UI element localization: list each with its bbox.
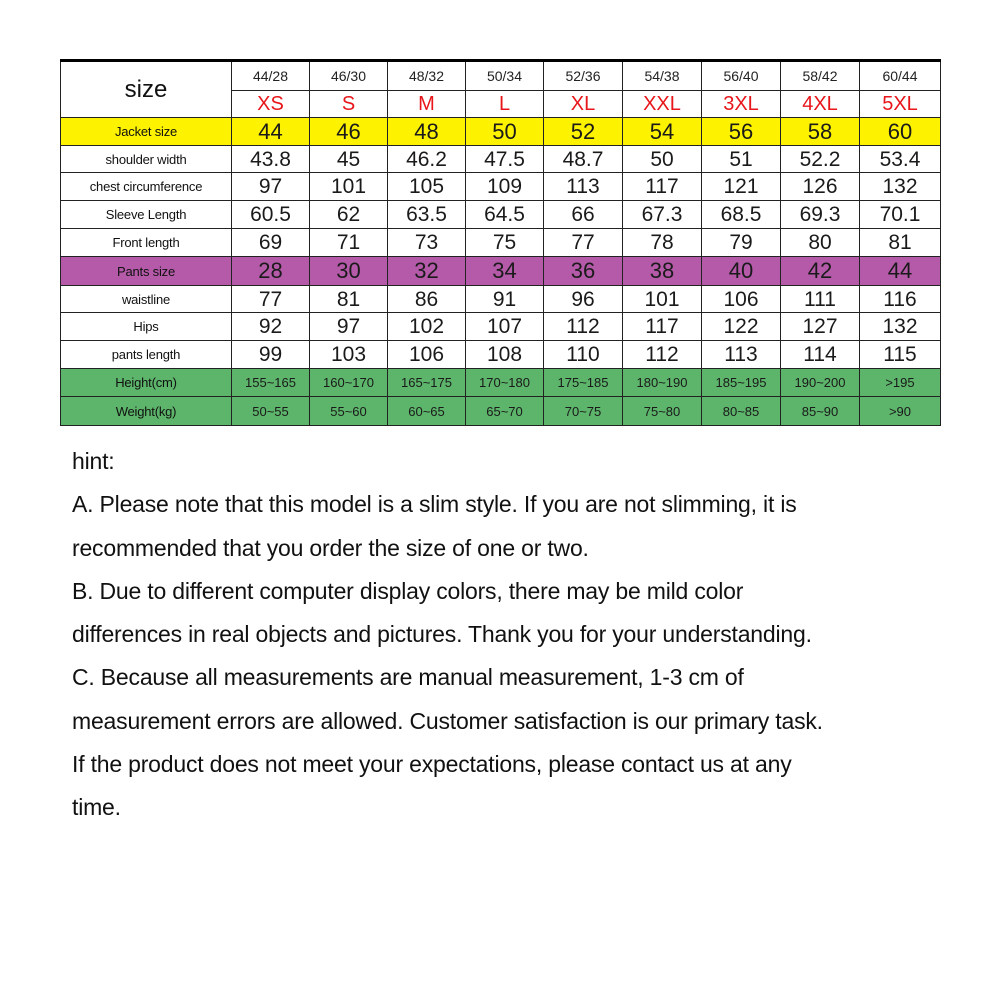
value-cell: >90 bbox=[860, 397, 941, 426]
size-code-cell: 58/42 bbox=[781, 61, 860, 91]
value-cell: 70~75 bbox=[544, 397, 623, 426]
value-cell: 112 bbox=[544, 313, 623, 341]
size-code-row bbox=[61, 61, 941, 91]
value-cell: 185~195 bbox=[702, 369, 781, 397]
measurement-row bbox=[61, 341, 941, 369]
value-cell: 34 bbox=[466, 257, 544, 286]
row-label: chest circumference bbox=[61, 173, 232, 201]
value-cell: 36 bbox=[544, 257, 623, 286]
size-code-cell: 50/34 bbox=[466, 61, 544, 91]
value-cell: 114 bbox=[781, 341, 860, 369]
value-cell: 50~55 bbox=[232, 397, 310, 426]
row-label: waistline bbox=[61, 286, 232, 313]
value-cell: 56 bbox=[702, 118, 781, 146]
value-cell: 127 bbox=[781, 313, 860, 341]
value-cell: 113 bbox=[544, 173, 623, 201]
size-code-cell: 48/32 bbox=[388, 61, 466, 91]
measurement-row bbox=[61, 286, 941, 313]
value-cell: 92 bbox=[232, 313, 310, 341]
value-cell: 111 bbox=[781, 286, 860, 313]
value-cell: 58 bbox=[781, 118, 860, 146]
value-cell: 117 bbox=[623, 173, 702, 201]
row-label: Front length bbox=[61, 229, 232, 257]
value-cell: 113 bbox=[702, 341, 781, 369]
value-cell: 75 bbox=[466, 229, 544, 257]
value-cell: 132 bbox=[860, 313, 941, 341]
value-cell: 80~85 bbox=[702, 397, 781, 426]
size-chart-table bbox=[60, 59, 941, 426]
value-cell: 116 bbox=[860, 286, 941, 313]
value-cell: 97 bbox=[310, 313, 388, 341]
letter-size-cell: S bbox=[310, 91, 388, 118]
value-cell: 107 bbox=[466, 313, 544, 341]
value-cell: 106 bbox=[702, 286, 781, 313]
value-cell: 47.5 bbox=[466, 146, 544, 173]
letter-size-cell: L bbox=[466, 91, 544, 118]
row-label: pants length bbox=[61, 341, 232, 369]
value-cell: 48 bbox=[388, 118, 466, 146]
value-cell: 52.2 bbox=[781, 146, 860, 173]
value-cell: 79 bbox=[702, 229, 781, 257]
value-cell: 30 bbox=[310, 257, 388, 286]
value-cell: 117 bbox=[623, 313, 702, 341]
value-cell: 101 bbox=[310, 173, 388, 201]
value-cell: 71 bbox=[310, 229, 388, 257]
value-cell: 180~190 bbox=[623, 369, 702, 397]
value-cell: 99 bbox=[232, 341, 310, 369]
value-cell: 32 bbox=[388, 257, 466, 286]
measurement-row bbox=[61, 257, 941, 286]
size-code-cell: 46/30 bbox=[310, 61, 388, 91]
measurement-row bbox=[61, 201, 941, 229]
value-cell: 69.3 bbox=[781, 201, 860, 229]
measurement-row bbox=[61, 397, 941, 426]
value-cell: 50 bbox=[623, 146, 702, 173]
value-cell: 43.8 bbox=[232, 146, 310, 173]
value-cell: 86 bbox=[388, 286, 466, 313]
value-cell: 46 bbox=[310, 118, 388, 146]
value-cell: 121 bbox=[702, 173, 781, 201]
value-cell: 62 bbox=[310, 201, 388, 229]
hint-section bbox=[72, 440, 952, 830]
value-cell: 102 bbox=[388, 313, 466, 341]
row-label: Pants size bbox=[61, 257, 232, 286]
value-cell: 50 bbox=[466, 118, 544, 146]
measurement-row bbox=[61, 146, 941, 173]
value-cell: 108 bbox=[466, 341, 544, 369]
hint-title: hint: bbox=[72, 448, 115, 474]
value-cell: 73 bbox=[388, 229, 466, 257]
value-cell: 45 bbox=[310, 146, 388, 173]
value-cell: 38 bbox=[623, 257, 702, 286]
value-cell: 70.1 bbox=[860, 201, 941, 229]
value-cell: 40 bbox=[702, 257, 781, 286]
value-cell: 91 bbox=[466, 286, 544, 313]
value-cell: 75~80 bbox=[623, 397, 702, 426]
measurement-row bbox=[61, 229, 941, 257]
measurement-row bbox=[61, 313, 941, 341]
value-cell: 97 bbox=[232, 173, 310, 201]
value-cell: 190~200 bbox=[781, 369, 860, 397]
value-cell: 67.3 bbox=[623, 201, 702, 229]
value-cell: 63.5 bbox=[388, 201, 466, 229]
value-cell: 53.4 bbox=[860, 146, 941, 173]
value-cell: 60.5 bbox=[232, 201, 310, 229]
value-cell: 28 bbox=[232, 257, 310, 286]
row-label: Weight(kg) bbox=[61, 397, 232, 426]
value-cell: 160~170 bbox=[310, 369, 388, 397]
value-cell: 66 bbox=[544, 201, 623, 229]
hint-line: A. Please note that this model is a slim style. If you are not slimming, it is bbox=[72, 491, 797, 518]
value-cell: 55~60 bbox=[310, 397, 388, 426]
row-label: Jacket size bbox=[61, 118, 232, 146]
value-cell: 64.5 bbox=[466, 201, 544, 229]
hint-line: If the product does not meet your expectations, please contact us at any bbox=[72, 751, 792, 778]
letter-size-cell: 4XL bbox=[781, 91, 860, 118]
row-label: shoulder width bbox=[61, 146, 232, 173]
value-cell: 81 bbox=[310, 286, 388, 313]
size-code-cell: 44/28 bbox=[232, 61, 310, 91]
value-cell: 126 bbox=[781, 173, 860, 201]
value-cell: 69 bbox=[232, 229, 310, 257]
value-cell: 44 bbox=[232, 118, 310, 146]
measurement-row bbox=[61, 173, 941, 201]
value-cell: 101 bbox=[623, 286, 702, 313]
letter-size-cell: 3XL bbox=[702, 91, 781, 118]
value-cell: 51 bbox=[702, 146, 781, 173]
value-cell: 44 bbox=[860, 257, 941, 286]
value-cell: 68.5 bbox=[702, 201, 781, 229]
letter-size-cell: M bbox=[388, 91, 466, 118]
hint-line: C. Because all measurements are manual measurement, 1-3 cm of bbox=[72, 664, 744, 691]
size-code-cell: 56/40 bbox=[702, 61, 781, 91]
letter-size-cell: XXL bbox=[623, 91, 702, 118]
value-cell: 110 bbox=[544, 341, 623, 369]
value-cell: 77 bbox=[232, 286, 310, 313]
value-cell: 115 bbox=[860, 341, 941, 369]
measurement-row bbox=[61, 369, 941, 397]
size-code-cell: 60/44 bbox=[860, 61, 941, 91]
value-cell: 54 bbox=[623, 118, 702, 146]
size-header-label: size bbox=[61, 61, 232, 118]
value-cell: 60 bbox=[860, 118, 941, 146]
value-cell: 48.7 bbox=[544, 146, 623, 173]
value-cell: 77 bbox=[544, 229, 623, 257]
value-cell: 165~175 bbox=[388, 369, 466, 397]
value-cell: 175~185 bbox=[544, 369, 623, 397]
size-code-cell: 52/36 bbox=[544, 61, 623, 91]
value-cell: 105 bbox=[388, 173, 466, 201]
value-cell: 65~70 bbox=[466, 397, 544, 426]
value-cell: 155~165 bbox=[232, 369, 310, 397]
hint-line: differences in real objects and pictures. Thank you for your understanding. bbox=[72, 621, 812, 648]
letter-size-cell: XL bbox=[544, 91, 623, 118]
value-cell: 52 bbox=[544, 118, 623, 146]
value-cell: 132 bbox=[860, 173, 941, 201]
value-cell: 106 bbox=[388, 341, 466, 369]
value-cell: 60~65 bbox=[388, 397, 466, 426]
value-cell: 78 bbox=[623, 229, 702, 257]
row-label: Sleeve Length bbox=[61, 201, 232, 229]
measurement-row bbox=[61, 118, 941, 146]
hint-line: time. bbox=[72, 794, 121, 821]
letter-size-cell: 5XL bbox=[860, 91, 941, 118]
value-cell: 170~180 bbox=[466, 369, 544, 397]
value-cell: 96 bbox=[544, 286, 623, 313]
hint-line: recommended that you order the size of one or two. bbox=[72, 534, 589, 561]
value-cell: 109 bbox=[466, 173, 544, 201]
value-cell: 112 bbox=[623, 341, 702, 369]
value-cell: 80 bbox=[781, 229, 860, 257]
hint-line: B. Due to different computer display colors, there may be mild color bbox=[72, 577, 744, 604]
value-cell: 85~90 bbox=[781, 397, 860, 426]
size-code-cell: 54/38 bbox=[623, 61, 702, 91]
value-cell: 46.2 bbox=[388, 146, 466, 173]
value-cell: 122 bbox=[702, 313, 781, 341]
value-cell: 42 bbox=[781, 257, 860, 286]
value-cell: 103 bbox=[310, 341, 388, 369]
row-label: Hips bbox=[61, 313, 232, 341]
value-cell: >195 bbox=[860, 369, 941, 397]
letter-size-cell: XS bbox=[232, 91, 310, 118]
hint-line: measurement errors are allowed. Customer satisfaction is our primary task. bbox=[72, 707, 823, 734]
row-label: Height(cm) bbox=[61, 369, 232, 397]
value-cell: 81 bbox=[860, 229, 941, 257]
